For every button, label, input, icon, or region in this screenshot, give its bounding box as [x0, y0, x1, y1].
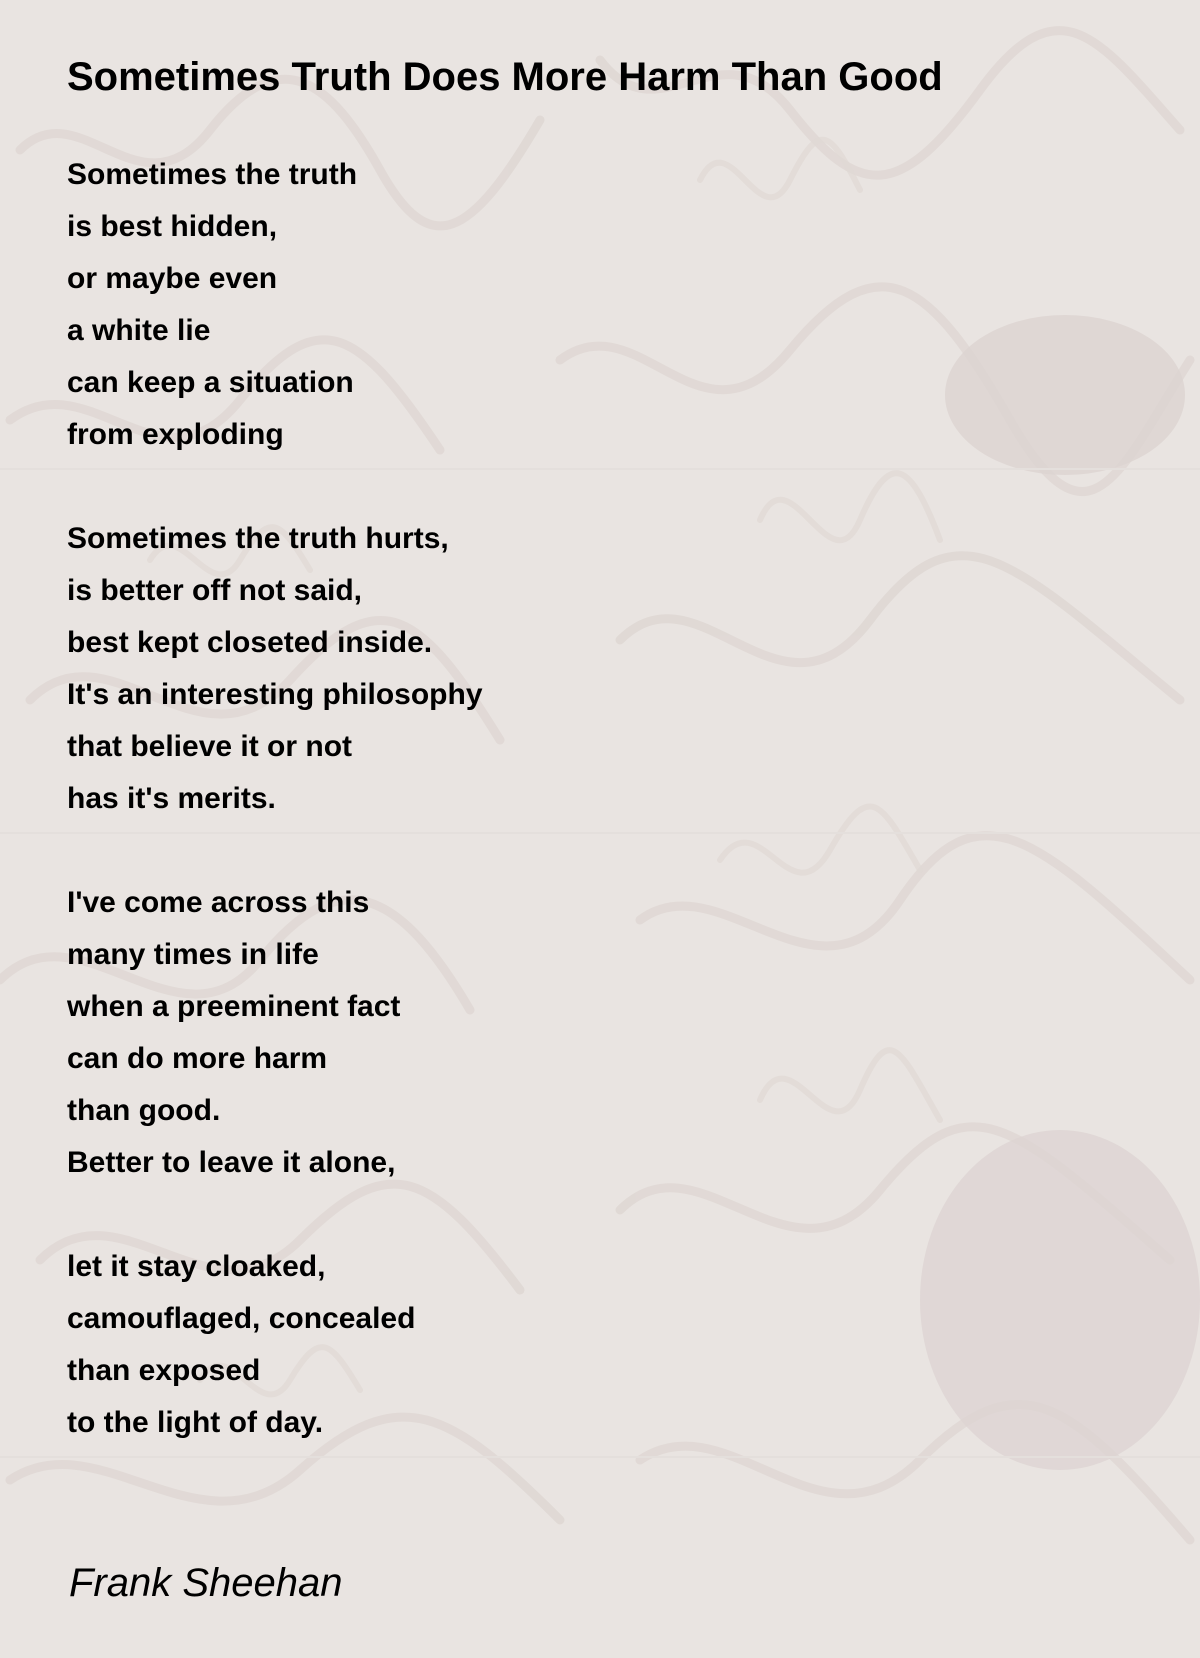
- poem-line: or maybe even: [67, 262, 278, 295]
- poem-line: Better to leave it alone,: [67, 1146, 396, 1179]
- poem-author: Frank Sheehan: [69, 1561, 343, 1605]
- poem-line: camouflaged, concealed: [67, 1302, 416, 1335]
- poem-body: [67, 149, 483, 1501]
- poem-line: Sometimes the truth hurts,: [67, 522, 449, 555]
- poem-line: can do more harm: [67, 1042, 328, 1075]
- poem-line: is better off not said,: [67, 574, 363, 607]
- poem-line: I've come across this: [67, 886, 370, 919]
- poem-line: It's an interesting philosophy: [67, 678, 483, 711]
- poem-line: best kept closeted inside.: [67, 626, 433, 659]
- stanza-4: [67, 1241, 483, 1449]
- poem-line: when a preeminent fact: [67, 990, 401, 1023]
- poem-line: that believe it or not: [67, 730, 353, 763]
- poem-line: has it's merits.: [67, 782, 276, 815]
- stanza-3: [67, 877, 483, 1189]
- poem-line: than good.: [67, 1094, 221, 1127]
- poem-line: many times in life: [67, 938, 319, 971]
- poem-line: Sometimes the truth: [67, 158, 358, 191]
- poem-line: is best hidden,: [67, 210, 278, 243]
- poem-title: Sometimes Truth Does More Harm Than Good: [67, 55, 943, 99]
- poem-line: a white lie: [67, 314, 211, 347]
- stanza-1: [67, 149, 483, 461]
- stanza-2: [67, 513, 483, 825]
- poem-line: from exploding: [67, 418, 284, 451]
- poem-line: can keep a situation: [67, 366, 354, 399]
- poem-line: than exposed: [67, 1354, 261, 1387]
- poem-line: to the light of day.: [67, 1406, 324, 1439]
- poem-line: let it stay cloaked,: [67, 1250, 326, 1283]
